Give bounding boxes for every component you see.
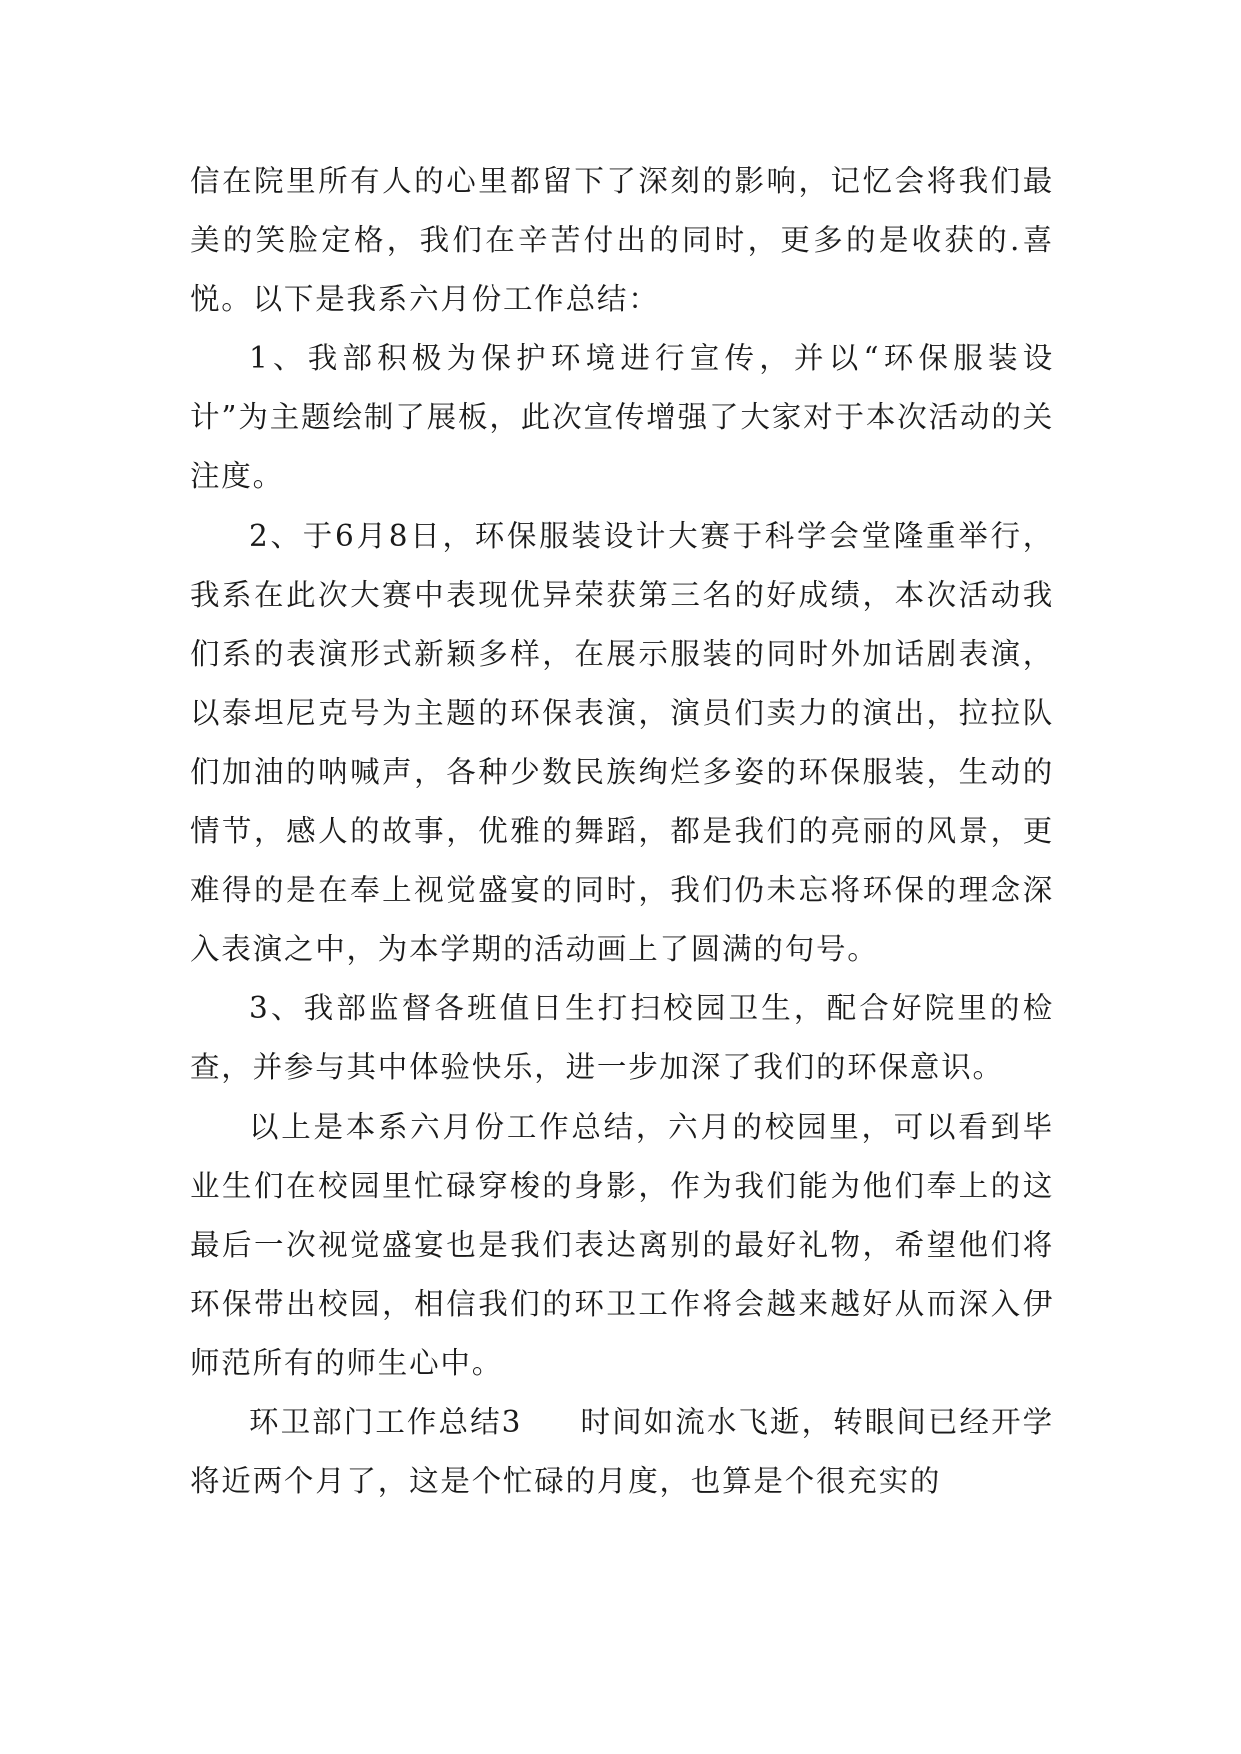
paragraph-item-2: 2、于6月8日，环保服装设计大赛于科学会堂隆重举行，我系在此次大赛中表现优异荣获第三名的好成绩，本次活动我们系的表演形式新颖多样，在展示服装的同时外加话剧表演，以泰坦尼克号为主题的环保表演，演员们卖力的演出，拉拉队们加油的呐喊声，各种少数民族绚烂多姿的环保服装，生动的情节，感人的故事，优雅的舞蹈，都是我们的亮丽的风景，更难得的是在奉上视觉盛宴的同时，我们仍未忘将环保的理念深入表演之中，为本学期的活动画上了圆满的句号。 xyxy=(190,518,1054,967)
paragraph-section-3 xyxy=(190,1393,1054,1511)
paragraph-item-3: 3、我部监督各班值日生打扫校园卫生，配合好院里的检查，并参与其中体验快乐，进一步加深了我们的环保意识。 xyxy=(190,991,1054,1085)
section-3-body: 时间如流水飞逝，转眼间已经开学将近两个月了，这是个忙碌的月度，也算是个很充实的 xyxy=(190,1404,1054,1499)
section-3-heading: 环卫部门工作总结3 xyxy=(249,1404,523,1439)
paragraph-intro: 信在院里所有人的心里都留下了深刻的影响，记忆会将我们最美的笑脸定格，我们在辛苦付出的同时，更多的是收获的.喜悦。以下是我系六月份工作总结： xyxy=(190,164,1054,317)
paragraph-item-1: 1、我部积极为保护环境进行宣传，并以“环保服装设计”为主题绘制了展板，此次宣传增强了大家对于本次活动的关注度。 xyxy=(190,341,1054,494)
paragraph-summary: 以上是本系六月份工作总结，六月的校园里，可以看到毕业生们在校园里忙碌穿梭的身影，作为我们能为他们奉上的这最后一次视觉盛宴也是我们表达离别的最好礼物，希望他们将环保带出校园，相信我们的环卫工作将会越来越好从而深入伊师范所有的师生心中。 xyxy=(190,1109,1054,1380)
document-body xyxy=(190,152,1054,1511)
